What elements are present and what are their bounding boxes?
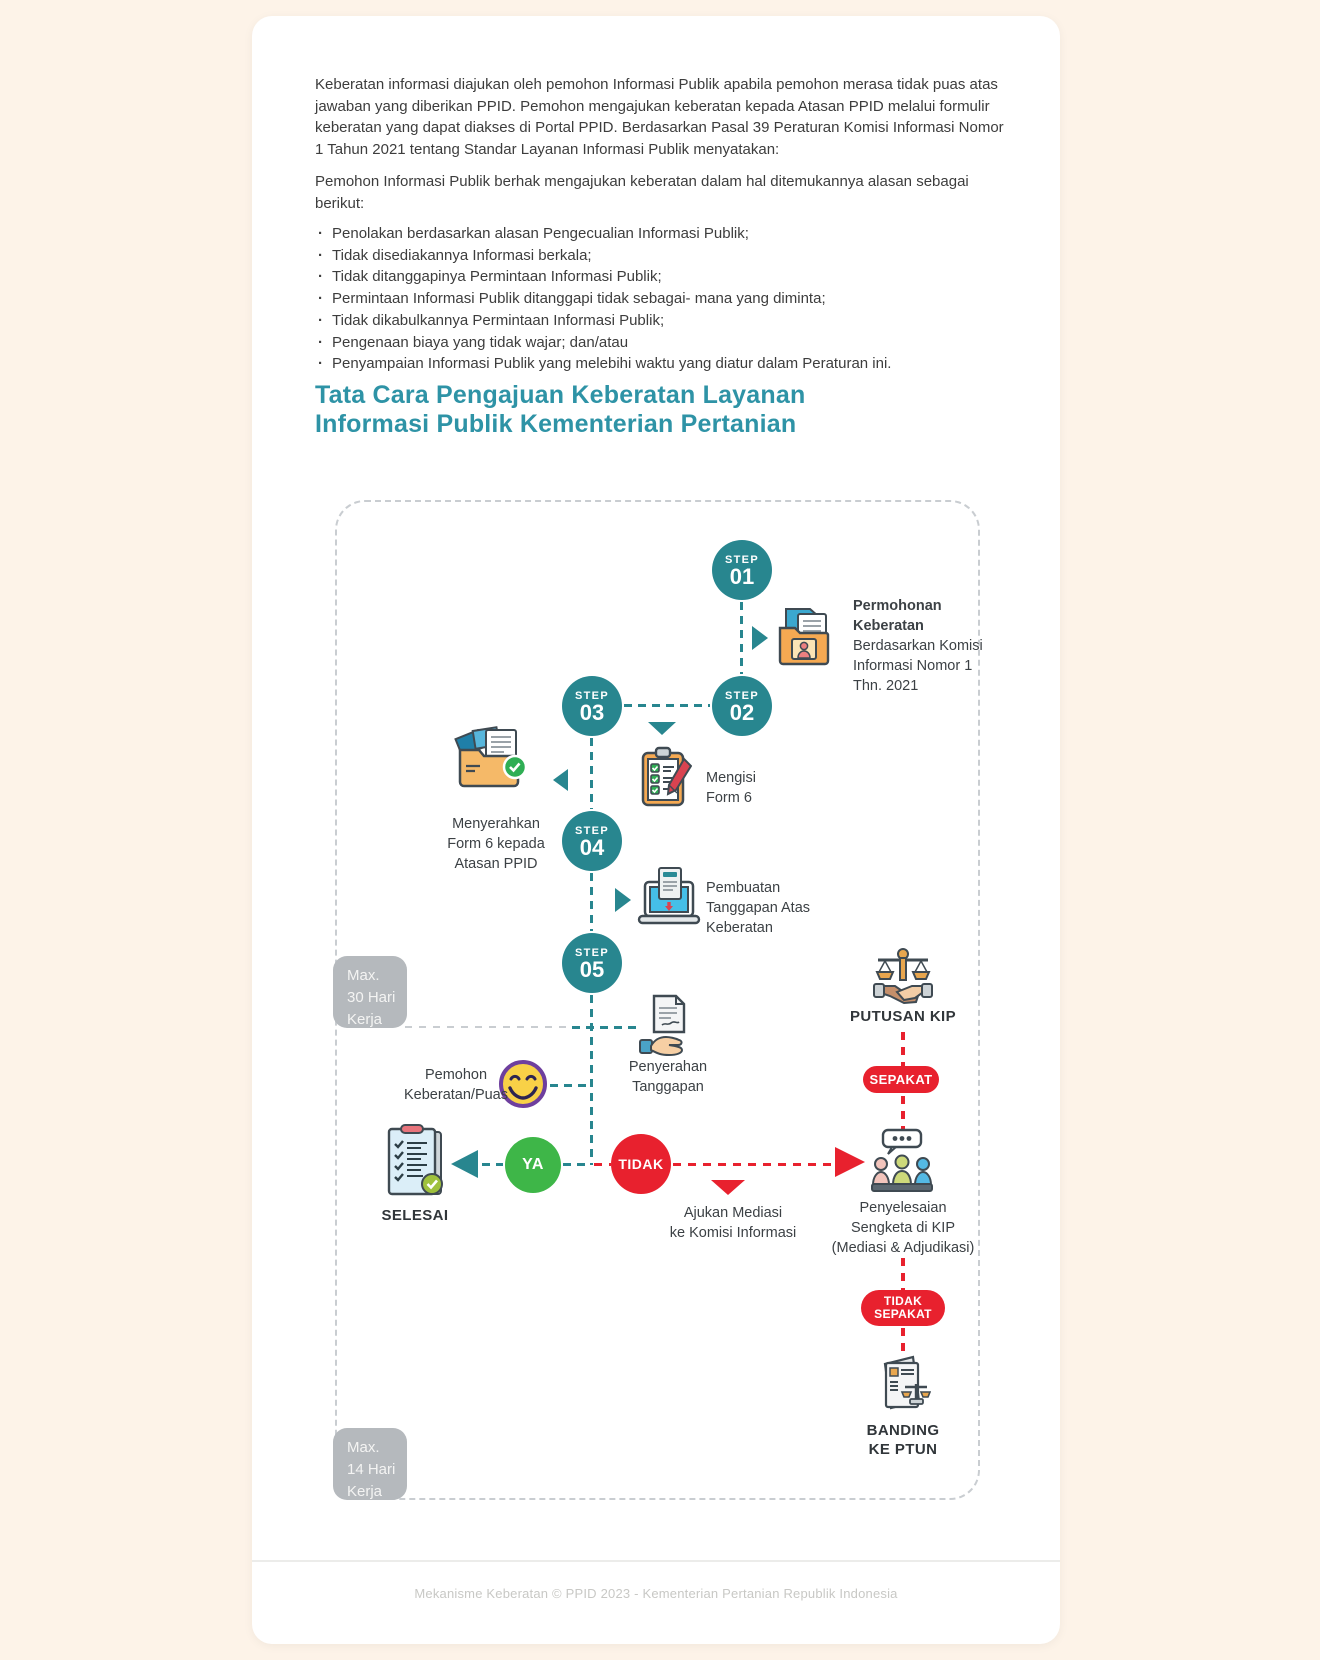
label-line: Pembuatan <box>706 880 781 896</box>
step-word: STEP <box>725 553 759 566</box>
step-05-circle <box>562 933 622 993</box>
step-number: 01 <box>729 563 755 589</box>
connector-sengketa-tidaksepakat <box>901 1258 905 1290</box>
sepakat-badge: SEPAKAT <box>863 1066 939 1093</box>
objection-reasons-list <box>317 223 1017 375</box>
intro-paragraph-2: Pemohon Informasi Publik berhak mengajukan keberatan dalam hal ditemukannya alasan sebagai berikut: <box>315 173 969 212</box>
connector-step5-decision <box>590 995 593 1165</box>
mengisi-form6-label <box>706 768 786 808</box>
arrow-right-permohonan-icon <box>752 626 768 650</box>
label-line: Berdasarkan Komisi <box>853 638 983 654</box>
ajukan-mediasi-label <box>658 1203 808 1243</box>
step-04-circle <box>562 811 622 871</box>
badge-line: Max. <box>347 967 380 984</box>
connector-putusan-sepakat <box>901 1032 905 1066</box>
tidak-circle: TIDAK <box>611 1134 671 1194</box>
pembuatan-tanggapan-label <box>706 878 836 938</box>
connector-ya-junction <box>563 1163 591 1166</box>
connector-penyerahan <box>572 1026 642 1029</box>
label-line: (Mediasi & Adjudikasi) <box>831 1240 975 1256</box>
penyerahan-tanggapan-label <box>620 1057 716 1097</box>
label-line: Menyerahkan <box>452 816 540 832</box>
menyerahkan-form6-label <box>438 814 554 874</box>
label-line: Penyelesaian <box>859 1200 947 1216</box>
section-title-line1: Tata Cara Pengajuan Keberatan Layanan <box>315 381 806 409</box>
step-word: STEP <box>575 824 609 837</box>
badge-line: 14 Hari <box>347 1461 396 1478</box>
arrow-right-sengketa-icon <box>835 1147 865 1177</box>
label-line: ke Komisi Informasi <box>669 1225 797 1241</box>
badge-line: Kerja <box>347 1483 383 1500</box>
label-line: Informasi Nomor 1 <box>853 658 973 674</box>
step-word: STEP <box>575 689 609 702</box>
step-01-circle <box>712 540 772 600</box>
objection-reason-item: · Penolakan berdasarkan alasan Pengecualian Informasi Publik; <box>317 223 1017 245</box>
connector-sepakat-sengketa <box>901 1096 905 1130</box>
footer-text: Mekanisme Keberatan © PPID 2023 - Kementerian Pertanian Republik Indonesia <box>414 1586 898 1601</box>
arrow-left-menyerahkan-icon <box>553 769 568 791</box>
connector-step2-step3 <box>624 704 710 707</box>
connector-tidak-sengketa <box>673 1163 835 1166</box>
intro-paragraph-1: Keberatan informasi diajukan oleh pemohon Informasi Publik apabila pemohon merasa tidak puas atas jawaban yang diberikan PPID. Pemohon mengajukan keberatan kepada Atasan PPID melalui formulir keberatan yang dapat diakses di Portal PPID. Berdasarkan Pasal 39 Peraturan Komisi Informasi Nomor 1 Tahun 2021 tentang Standar Layanan Informasi Publik menyatakan: <box>315 76 1004 158</box>
objection-reason-item: · Penyampaian Informasi Publik yang melebihi waktu yang diatur dalam Peraturan ini. <box>317 353 1017 375</box>
putusan-kip-label: PUTUSAN KIP <box>849 1008 957 1025</box>
label-line: Sengketa di KIP <box>851 1220 955 1236</box>
footer-divider <box>252 1560 1060 1562</box>
banding-document-scales-icon <box>873 1354 931 1417</box>
badge-line: SEPAKAT <box>874 1307 932 1321</box>
connector-pemohon <box>550 1084 588 1087</box>
arrow-down-mediasi-icon <box>711 1180 745 1195</box>
label-line: Pemohon <box>424 1067 488 1083</box>
permohonan-keberatan-label <box>853 596 993 696</box>
label-line: Tanggapan <box>632 1079 704 1095</box>
badge-line: TIDAK <box>883 1294 923 1308</box>
pemohon-keberatan-puas-label <box>395 1065 517 1105</box>
connector-ya-selesai <box>482 1163 503 1166</box>
selesai-label: SELESAI <box>381 1207 449 1224</box>
putusan-kip-scales-handshake-icon <box>872 946 934 1011</box>
step-number: 05 <box>579 956 605 982</box>
label-line: Form 6 kepada <box>447 836 545 852</box>
label-line: Tanggapan Atas <box>706 900 811 916</box>
flowchart-phase-divider <box>405 1026 570 1028</box>
label-line: Penyerahan <box>628 1059 708 1075</box>
section-title <box>315 381 935 439</box>
objection-reason-item: · Pengenaan biaya yang tidak wajar; dan/atau <box>317 332 1017 354</box>
badge-line: Max. <box>347 1439 380 1456</box>
label-line: Keberatan <box>706 920 773 936</box>
penyelesaian-sengketa-label <box>821 1198 985 1258</box>
label-line: Thn. 2021 <box>853 678 919 694</box>
label-line: Permohonan <box>853 598 942 614</box>
connector-step3-step4 <box>590 738 593 809</box>
pembuatan-laptop-icon <box>637 866 701 933</box>
objection-reason-item: · Permintaan Informasi Publik ditanggapi tidak sebagai- mana yang diminta; <box>317 288 1017 310</box>
connector-junction-tidak <box>594 1163 611 1166</box>
label-line: Atasan PPID <box>454 856 538 872</box>
step-number: 03 <box>579 699 605 725</box>
selesai-checklist-icon <box>385 1124 445 1205</box>
label-line: Keberatan/Puas <box>404 1087 508 1103</box>
label-line: Ajukan Mediasi <box>683 1205 783 1221</box>
badge-line: Kerja <box>347 1011 383 1028</box>
connector-step1-step2 <box>740 602 743 674</box>
ya-circle: YA <box>505 1137 561 1193</box>
label-line: BANDING <box>866 1422 940 1439</box>
arrow-down-mengisi-icon <box>648 722 676 735</box>
arrow-right-pembuatan-icon <box>615 888 631 912</box>
sengketa-meeting-icon <box>870 1128 934 1199</box>
arrow-left-selesai-icon <box>451 1150 478 1178</box>
step-number: 02 <box>729 699 755 725</box>
connector-step4-step5 <box>590 873 593 931</box>
section-title-line2: Informasi Publik Kementerian Pertanian <box>315 410 797 438</box>
menyerahkan-folder-icon <box>452 724 530 805</box>
step-word: STEP <box>725 689 759 702</box>
max-30-hari-badge <box>333 956 407 1028</box>
form6-checklist-icon <box>640 746 692 813</box>
permohonan-folder-icon <box>776 606 832 673</box>
max-14-hari-badge <box>333 1428 407 1500</box>
objection-reason-item: · Tidak dikabulkannya Permintaan Informasi Publik; <box>317 310 1017 332</box>
label-line: Keberatan <box>853 618 924 634</box>
banding-ke-ptun-label <box>861 1421 945 1459</box>
objection-reason-item: · Tidak disediakannya Informasi berkala; <box>317 245 1017 267</box>
step-02-circle <box>712 676 772 736</box>
label-line: Form 6 <box>706 790 752 806</box>
objection-reason-item: · Tidak ditanggapinya Permintaan Informasi Publik; <box>317 266 1017 288</box>
label-line: KE PTUN <box>868 1441 938 1458</box>
step-number: 04 <box>579 834 605 860</box>
badge-line: 30 Hari <box>347 989 396 1006</box>
step-word: STEP <box>575 946 609 959</box>
label-line: Mengisi <box>706 770 756 786</box>
tidak-sepakat-badge <box>861 1290 945 1326</box>
step-03-circle <box>562 676 622 736</box>
